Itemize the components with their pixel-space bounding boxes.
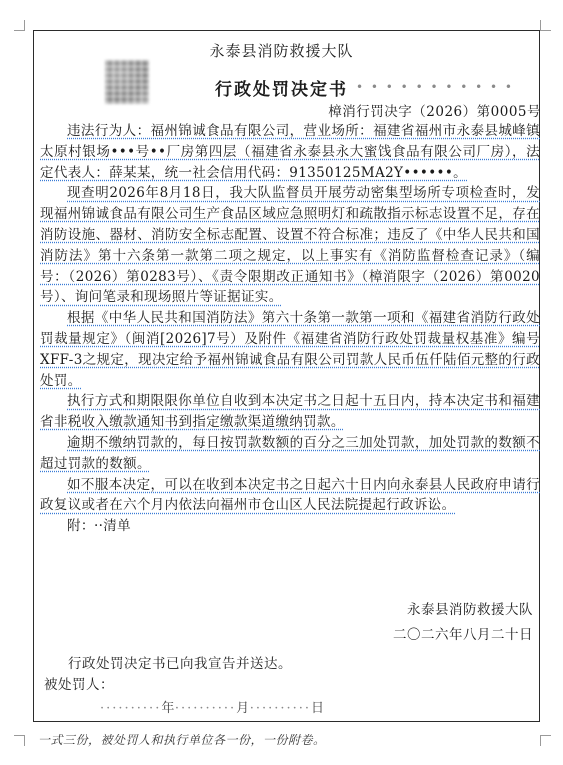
signature-organization: 永泰县消防救援大队: [407, 602, 533, 618]
attachment-label: 附：: [67, 518, 88, 535]
service-statement: 行政处罚决定书已向我宣告并送达。: [68, 656, 292, 672]
penalized-party-label: 被处罚人：: [44, 677, 114, 693]
crop-mark-bottom-right: [540, 735, 551, 746]
document-body: [40, 121, 540, 537]
document-title: 行政处罚决定书: [215, 80, 348, 100]
paragraph-execution: 执行方式和期限限你单位自收到本决定书之日起十五日内，持本决定书和福建省非税收入缴款通知书到指定缴款渠道缴纳罚款。: [40, 393, 540, 431]
organization-title: 永泰县消防救援大队: [209, 42, 354, 60]
crop-mark-top-right: [540, 20, 551, 31]
paragraph-overdue: 逾期不缴纳罚款的，每日按罚款数额的百分之三加处罚款，加处罚款的数额不超过罚款的数额。: [40, 434, 540, 472]
crop-mark-bottom-left: [14, 735, 25, 746]
crop-mark-top-left: [14, 20, 25, 31]
attachment-line: [40, 516, 540, 537]
paragraph-facts: 现查明2026年8月18日，我大队监督员开展劳动密集型场所专项检查时，发现福州锦诚食品有限公司生产食品区域应急照明灯和疏散指示标志设置不足，存在消防设施、器材、消防安全标志配置、设置不符合标准；违反了《中华人民共和国消防法》第十六条第一款第二项之规定，以上事实有《消防监督检查记录》（编号：（2026）第0283号）、《责令限期改正通知书》（樟消限字（2026）第0020号）、询问笔录和现场照片等证据证实。: [40, 185, 540, 306]
footer-note: 一式三份，被处罚人和执行单位各一份，一份附卷。: [38, 733, 326, 747]
signature-block: [393, 598, 533, 648]
year-label: 年: [161, 701, 175, 716]
paragraph-appeal: 如不服本决定，可以在收到本决定书之日起六十日内向永泰县人民政府申请行政复议或者在六个月内依法向福州市仓山区人民法院提起行政诉讼。: [40, 476, 540, 514]
document-number: 樟消行罚决字（2026）第0005号: [328, 104, 541, 120]
paragraph-decision: 根据《中华人民共和国消防法》第六十条第一款第一项和《福建省消防行政处罚裁量规定》（闽消[2026]7号）及附件《福建省消防行政处罚裁量权基准》编号XFF-3之规定，现决定给予福州锦诚食品有限公司罚款人民币伍仟陆佰元整的行政处罚。: [40, 310, 540, 389]
title-leader-dots: • • • • • • • • • • •: [356, 80, 515, 94]
month-label: 月: [236, 701, 250, 716]
day-label: 日: [311, 701, 325, 716]
signature-date: 二〇二六年八月二十日: [393, 627, 533, 643]
paragraph-offender: 违法行为人：福州锦诚食品有限公司，营业场所：福建省福州市永泰县城峰镇太原村银场•••号••厂房第四层（福建省永泰县永大蜜饯食品有限公司厂房），法定代表人：薛某某，统一社会信用代码：91350125MA2Y••••••。: [40, 123, 540, 181]
service-date-line: ··········年··········月··········日: [100, 701, 325, 716]
attachment-value: ··清单: [93, 518, 131, 535]
